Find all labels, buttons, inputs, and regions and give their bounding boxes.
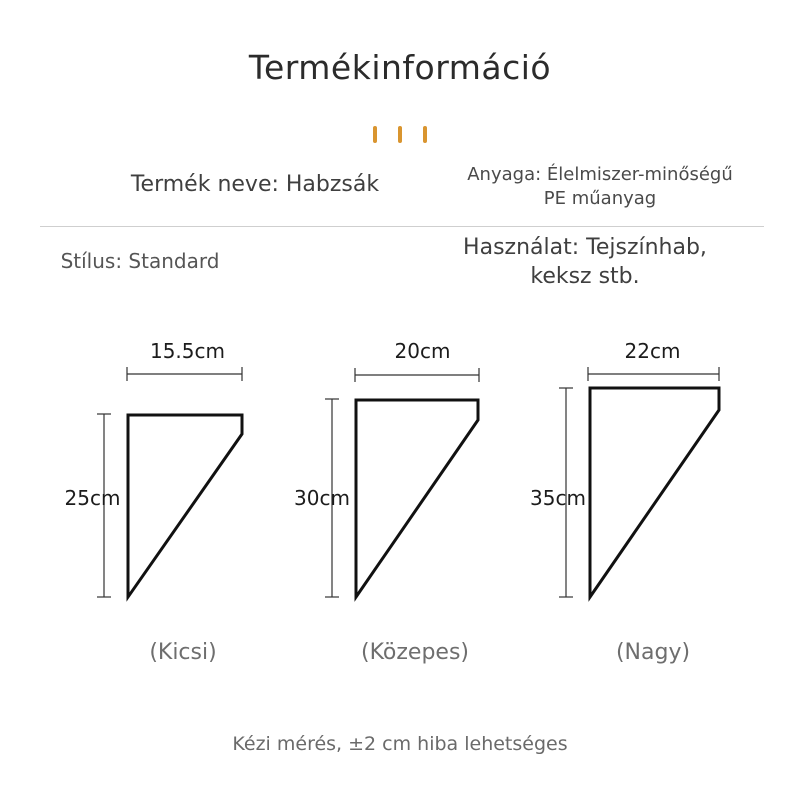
material-line-1: Anyaga: Élelmiszer-minőségű bbox=[467, 164, 733, 185]
height-label-large: 35cm bbox=[530, 486, 586, 510]
bag-small bbox=[97, 367, 242, 597]
height-label-medium: 30cm bbox=[294, 486, 350, 510]
product-name: Termék neve: Habzsák bbox=[130, 172, 380, 197]
style-info: Stílus: Standard bbox=[60, 249, 220, 273]
bag-large bbox=[559, 367, 719, 597]
usage-line-1: Használat: Tejszínhab, bbox=[463, 235, 707, 260]
width-label-large: 22cm bbox=[624, 339, 681, 363]
size-label-small: (Kicsi) bbox=[149, 640, 217, 665]
size-label-medium: (Közepes) bbox=[360, 640, 469, 665]
bag-outline bbox=[128, 415, 242, 597]
height-label-small: 25cm bbox=[64, 486, 121, 510]
bag-outline bbox=[356, 400, 478, 597]
bag-medium bbox=[325, 368, 479, 597]
width-label-small: 15.5cm bbox=[149, 339, 225, 363]
size-label-large: (Nagy) bbox=[615, 640, 691, 665]
measurement-note: Kézi mérés, ±2 cm hiba lehetséges bbox=[232, 733, 568, 755]
page-title: Termékinformáció bbox=[248, 48, 552, 87]
usage-line-2: keksz stb. bbox=[530, 264, 640, 289]
bag-outline bbox=[590, 388, 719, 597]
material-line-2: PE műanyag bbox=[543, 188, 657, 209]
width-label-medium: 20cm bbox=[394, 339, 451, 363]
